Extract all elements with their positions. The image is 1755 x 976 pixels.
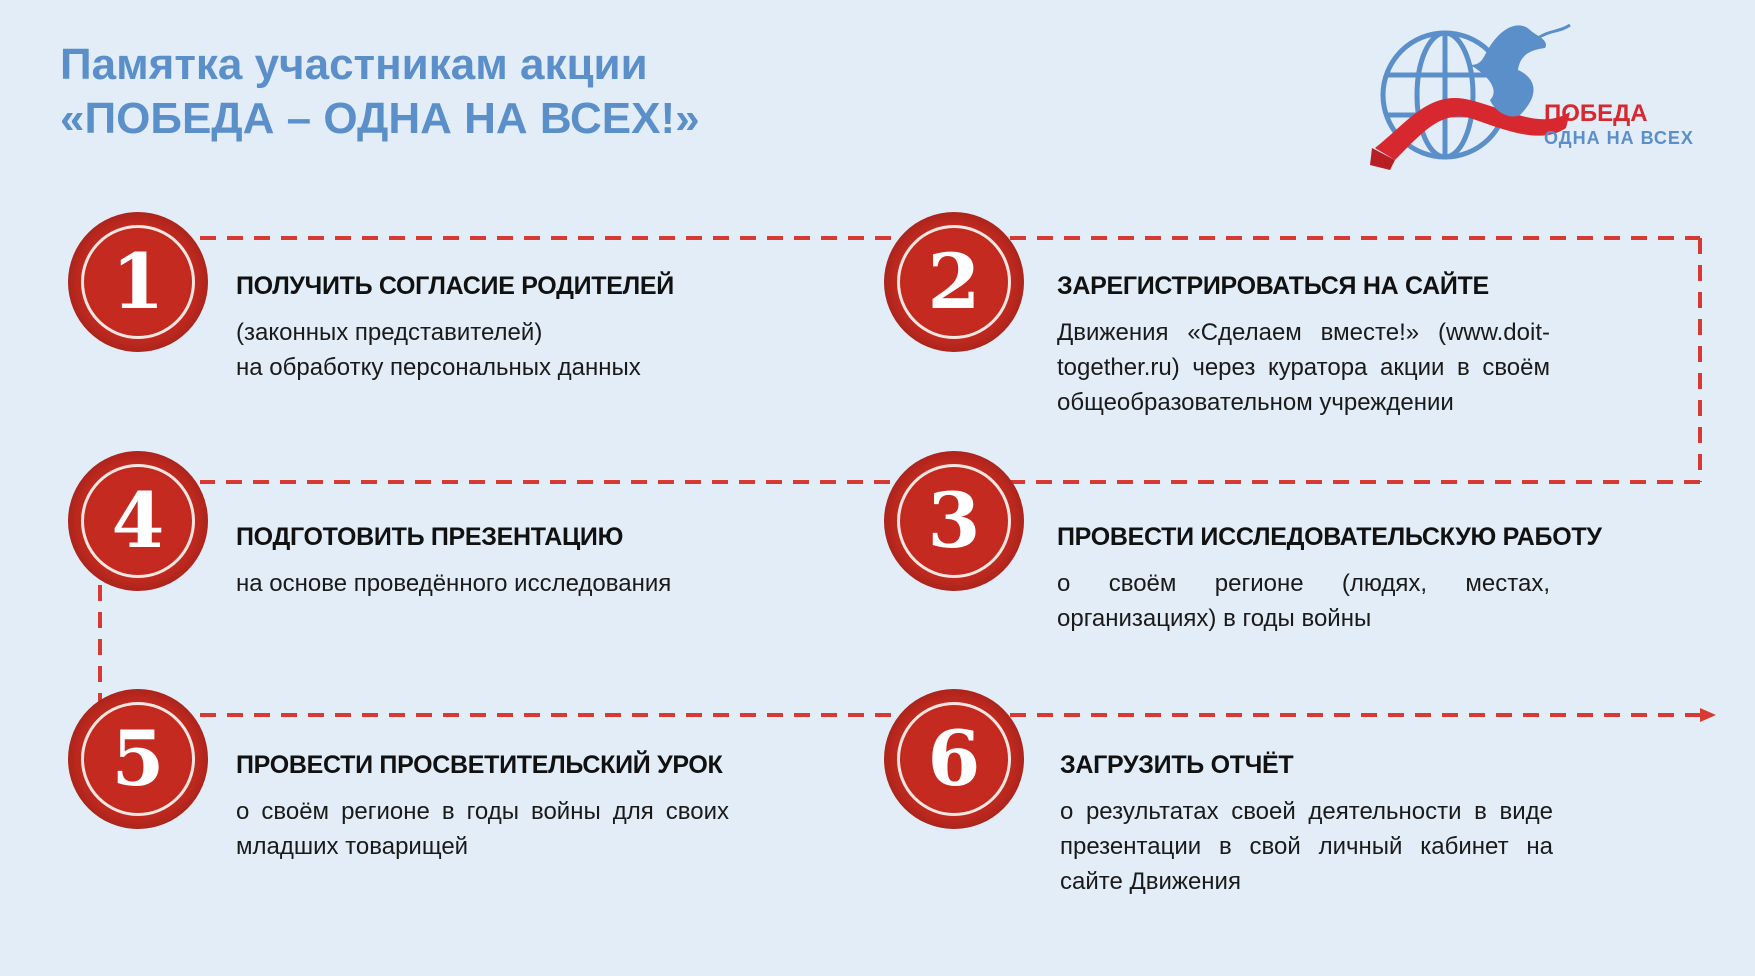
step-6-text: о результатах своей деятельности в виде презентации в свой личный кабинет на сайте Движения xyxy=(1060,798,1553,895)
step-4 xyxy=(236,523,731,601)
step-3-badge: 3 xyxy=(884,451,1024,591)
step-4-text: на основе проведённого исследования xyxy=(236,570,672,597)
step-1-title: ПОЛУЧИТЬ СОГЛАСИЕ РОДИТЕЛЕЙ xyxy=(236,272,674,300)
step-2-text: Движения «Сделаем вместе!» (www.doit-together.ru) через куратора акции в своём общеобразовательном учреждении xyxy=(1057,319,1550,416)
title-line-2: «ПОБЕДА – ОДНА НА ВСЕХ!» xyxy=(60,94,700,143)
step-2-badge: 2 xyxy=(884,212,1024,352)
step-1 xyxy=(236,272,731,385)
step-1-text: (законных представителей) на обработку персональных данных xyxy=(236,319,641,381)
logo-word-victory: ПОБЕДА xyxy=(1544,100,1648,127)
step-1-badge: 1 xyxy=(68,212,208,352)
step-3 xyxy=(1057,523,1602,636)
step-6-badge: 6 xyxy=(884,689,1024,829)
step-5 xyxy=(236,751,729,864)
step-2-title: ЗАРЕГИСТРИРОВАТЬСЯ НА САЙТЕ xyxy=(1057,272,1489,300)
step-2 xyxy=(1057,272,1550,420)
step-6-title: ЗАГРУЗИТЬ ОТЧЁТ xyxy=(1060,751,1294,779)
step-3-text: о своём регионе (людях, местах, организациях) в годы войны xyxy=(1057,570,1550,632)
step-5-badge: 5 xyxy=(68,689,208,829)
title-line-1: Памятка участникам акции xyxy=(60,40,648,89)
step-4-title: ПОДГОТОВИТЬ ПРЕЗЕНТАЦИЮ xyxy=(236,523,624,551)
step-4-badge: 4 xyxy=(68,451,208,591)
step-3-title: ПРОВЕСТИ ИССЛЕДОВАТЕЛЬСКУЮ РАБОТУ xyxy=(1057,523,1602,551)
step-5-text: о своём регионе в годы войны для своих младших товарищей xyxy=(236,798,729,860)
step-5-title: ПРОВЕСТИ ПРОСВЕТИТЕЛЬСКИЙ УРОК xyxy=(236,751,723,779)
logo-word-one-for-all: ОДНА НА ВСЕХ xyxy=(1544,128,1694,148)
step-6 xyxy=(1060,751,1553,899)
